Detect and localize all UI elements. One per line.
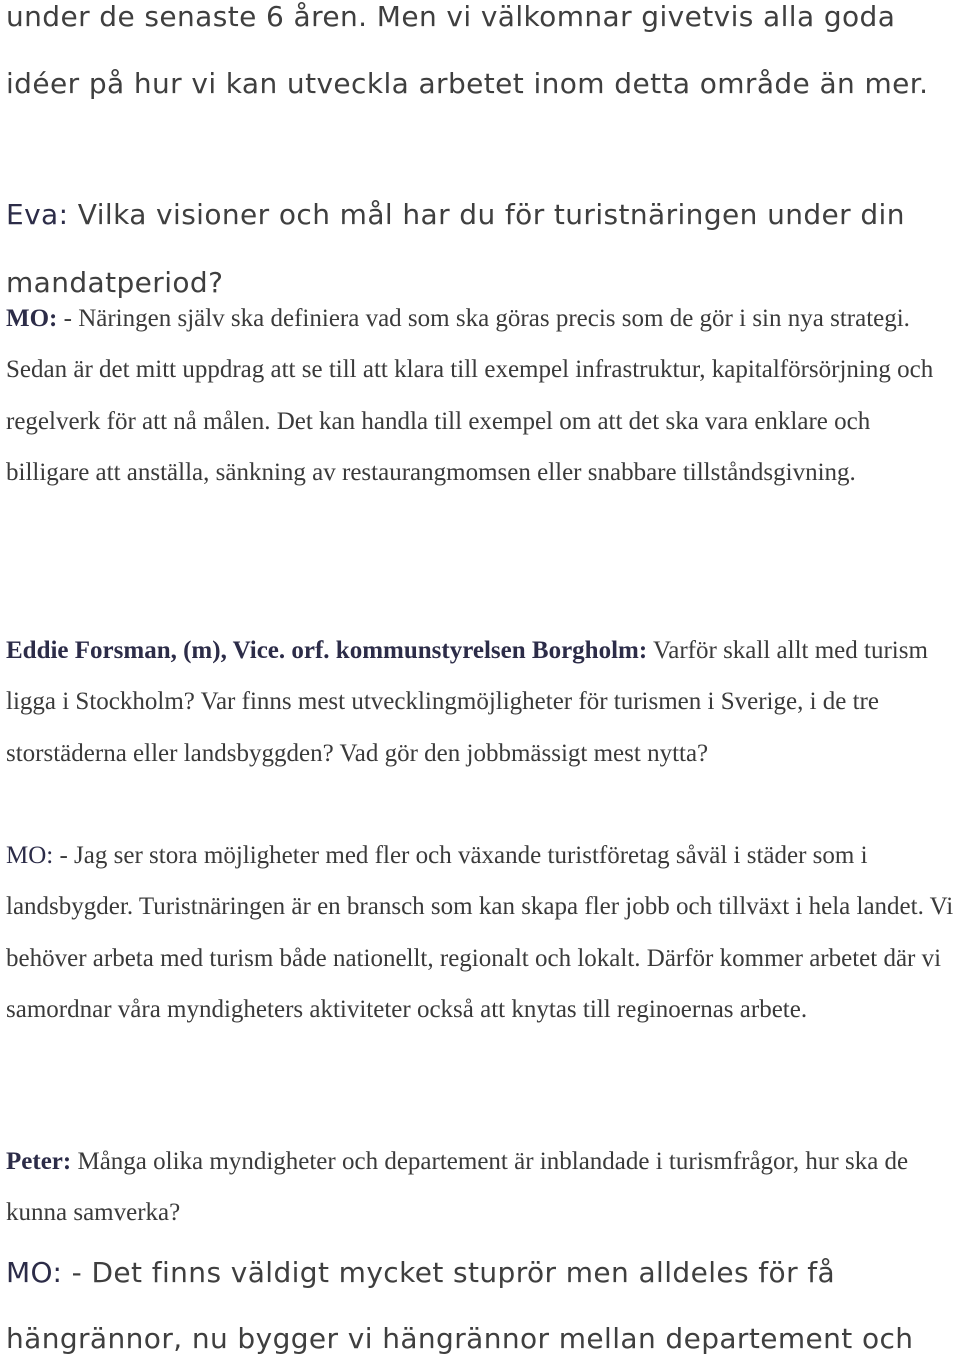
paragraph-answer-mo-1	[6, 293, 956, 499]
speaker-label: Peter:	[6, 1148, 72, 1175]
speaker-label: Eddie Forsman, (m), Vice. orf. kommunstyrelsen Borgholm:	[6, 637, 648, 664]
paragraph-text: - Näringen själv ska definiera vad som ska göras precis som de gör i sin nya strategi. Sedan är det mitt uppdrag att se till att klara till exempel infrastruktur, kapitalförsörjning och regelverk för att nå målen. Det kan handla till exempel om att det ska vara enklare och billigare att anställa, sänkning av restaurangmomsen eller snabbare tillståndsgivning.	[6, 305, 934, 487]
speaker-label: Eva:	[6, 198, 69, 231]
paragraph-question-eddie	[6, 625, 956, 779]
paragraph-text: Många olika myndigheter och departement är inblandade i turismfrågor, hur ska de kunna samverka?	[6, 1148, 909, 1227]
paragraph-answer-mo-3	[6, 1240, 956, 1372]
speaker-label: MO:	[6, 1256, 63, 1289]
paragraph-answer-mo-2	[6, 830, 956, 1036]
paragraph-text: - Det finns väldigt mycket stuprör men alldeles för få hängrännor, nu bygger vi hängrännor mellan departement och	[6, 1256, 914, 1355]
speaker-label: MO:	[6, 842, 54, 869]
paragraph-text: Vilka visioner och mål har du för turistnäringen under din mandatperiod?	[6, 198, 905, 299]
paragraph-text: under de senaste 6 åren. Men vi välkomnar givetvis alla goda idéer på hur vi kan utveckla arbetet inom detta område än mer.	[6, 0, 929, 100]
paragraph-text: - Jag ser stora möjligheter med fler och växande turistföretag såväl i städer som i landsbygder. Turistnäringen är en bransch som kan skapa fler jobb och tillväxt i hela landet. Vi behöver arbeta med turism både nationellt, regionalt och lokalt. Därför kommer arbetet där vi samordnar våra myndigheters aktiviteter också att knytas till reginoernas arbete.	[6, 842, 954, 1024]
paragraph-question-peter	[6, 1136, 956, 1239]
speaker-label: MO:	[6, 305, 58, 332]
paragraph-intro	[6, 0, 956, 117]
paragraph-text: Varför skall allt med turism ligga i Stockholm? Var finns mest utvecklingmöjligheter för turismen i Sverige, i de tre storstäderna eller landsbyggden? Vad gör den jobbmässigt mest nytta?	[6, 637, 928, 767]
